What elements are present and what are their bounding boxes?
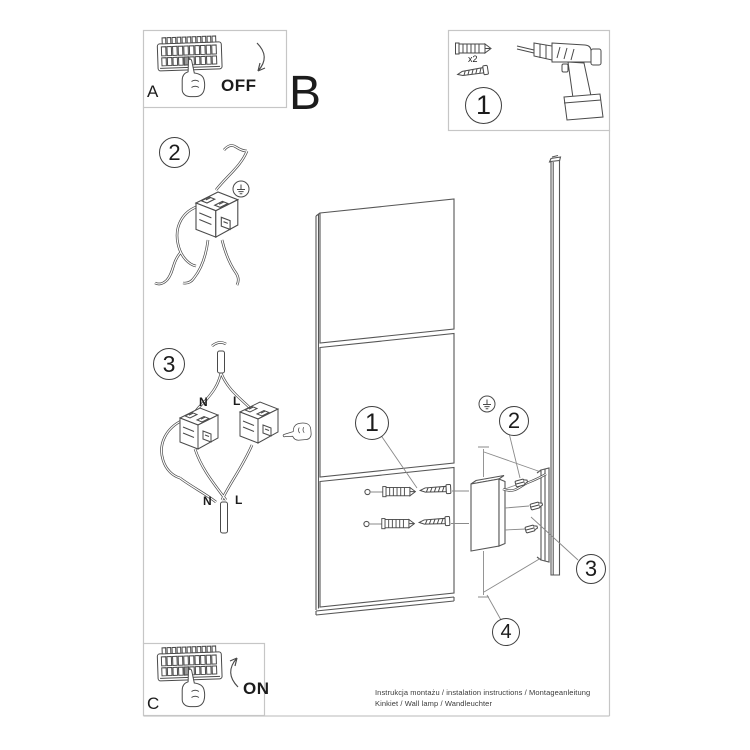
curved-arrow-down-icon [257, 43, 265, 71]
cable-sleeve-bottom [221, 502, 228, 533]
wall-anchor-icon [456, 43, 492, 54]
panel-edge-lines [316, 213, 320, 610]
curved-arrow-up-icon [230, 658, 238, 687]
lamp-bar [551, 161, 560, 576]
wall-panels-art [316, 199, 454, 615]
section-label-c: C [147, 694, 160, 713]
off-label: OFF [221, 76, 257, 95]
terminal-block-icon [240, 402, 278, 443]
wall-anchor-icon [383, 487, 416, 497]
callout-2-badge: 2 [499, 406, 529, 436]
step3-badge: 3 [153, 348, 185, 380]
wire-label-l-bottom: L [235, 493, 243, 507]
wire-label-n-bottom: N [203, 494, 212, 508]
power-on-panel-art [157, 646, 238, 707]
lamp-back-channel [537, 468, 549, 562]
callout-3-badge: 3 [576, 554, 606, 584]
terminal-block-icon [196, 192, 238, 237]
lamp-art [537, 156, 561, 576]
section-label-a: A [147, 82, 159, 101]
earth-ground-icon [233, 181, 249, 197]
footer-product-line: Kinkiet / Wall lamp / Wandleuchter [375, 699, 493, 708]
wire-label-l-top: L [233, 394, 241, 408]
kit-step-badge: 1 [465, 87, 502, 124]
wall-panel-top [320, 199, 454, 343]
callout-1-badge: 1 [355, 406, 389, 440]
earth-ground-icon [479, 396, 495, 412]
drill-hole-mark [365, 489, 370, 494]
wire-label-n-top: N [199, 395, 208, 409]
footer-instructions-line: Instrukcja montażu / instalation instructions / Montageanleitung [375, 688, 591, 697]
step2-badge: 2 [159, 137, 190, 168]
terminal-block-icon [180, 408, 218, 449]
pressing-hand-icon [282, 422, 311, 441]
screw-icon [457, 65, 489, 79]
wall-anchor-icon [382, 519, 415, 529]
anchor-quantity-label: x2 [468, 54, 478, 64]
terminal-screw-icon [515, 478, 528, 487]
drill-icon [517, 43, 603, 120]
cable-sleeve-top [218, 351, 225, 373]
mounting-plate-front [471, 479, 499, 551]
wall-panel-middle [320, 334, 454, 478]
section-label-b: B [289, 67, 322, 120]
drill-hole-mark [364, 521, 369, 526]
on-label: ON [243, 679, 270, 698]
terminal-screw-icon [525, 524, 538, 533]
callout-4-badge: 4 [492, 618, 520, 646]
